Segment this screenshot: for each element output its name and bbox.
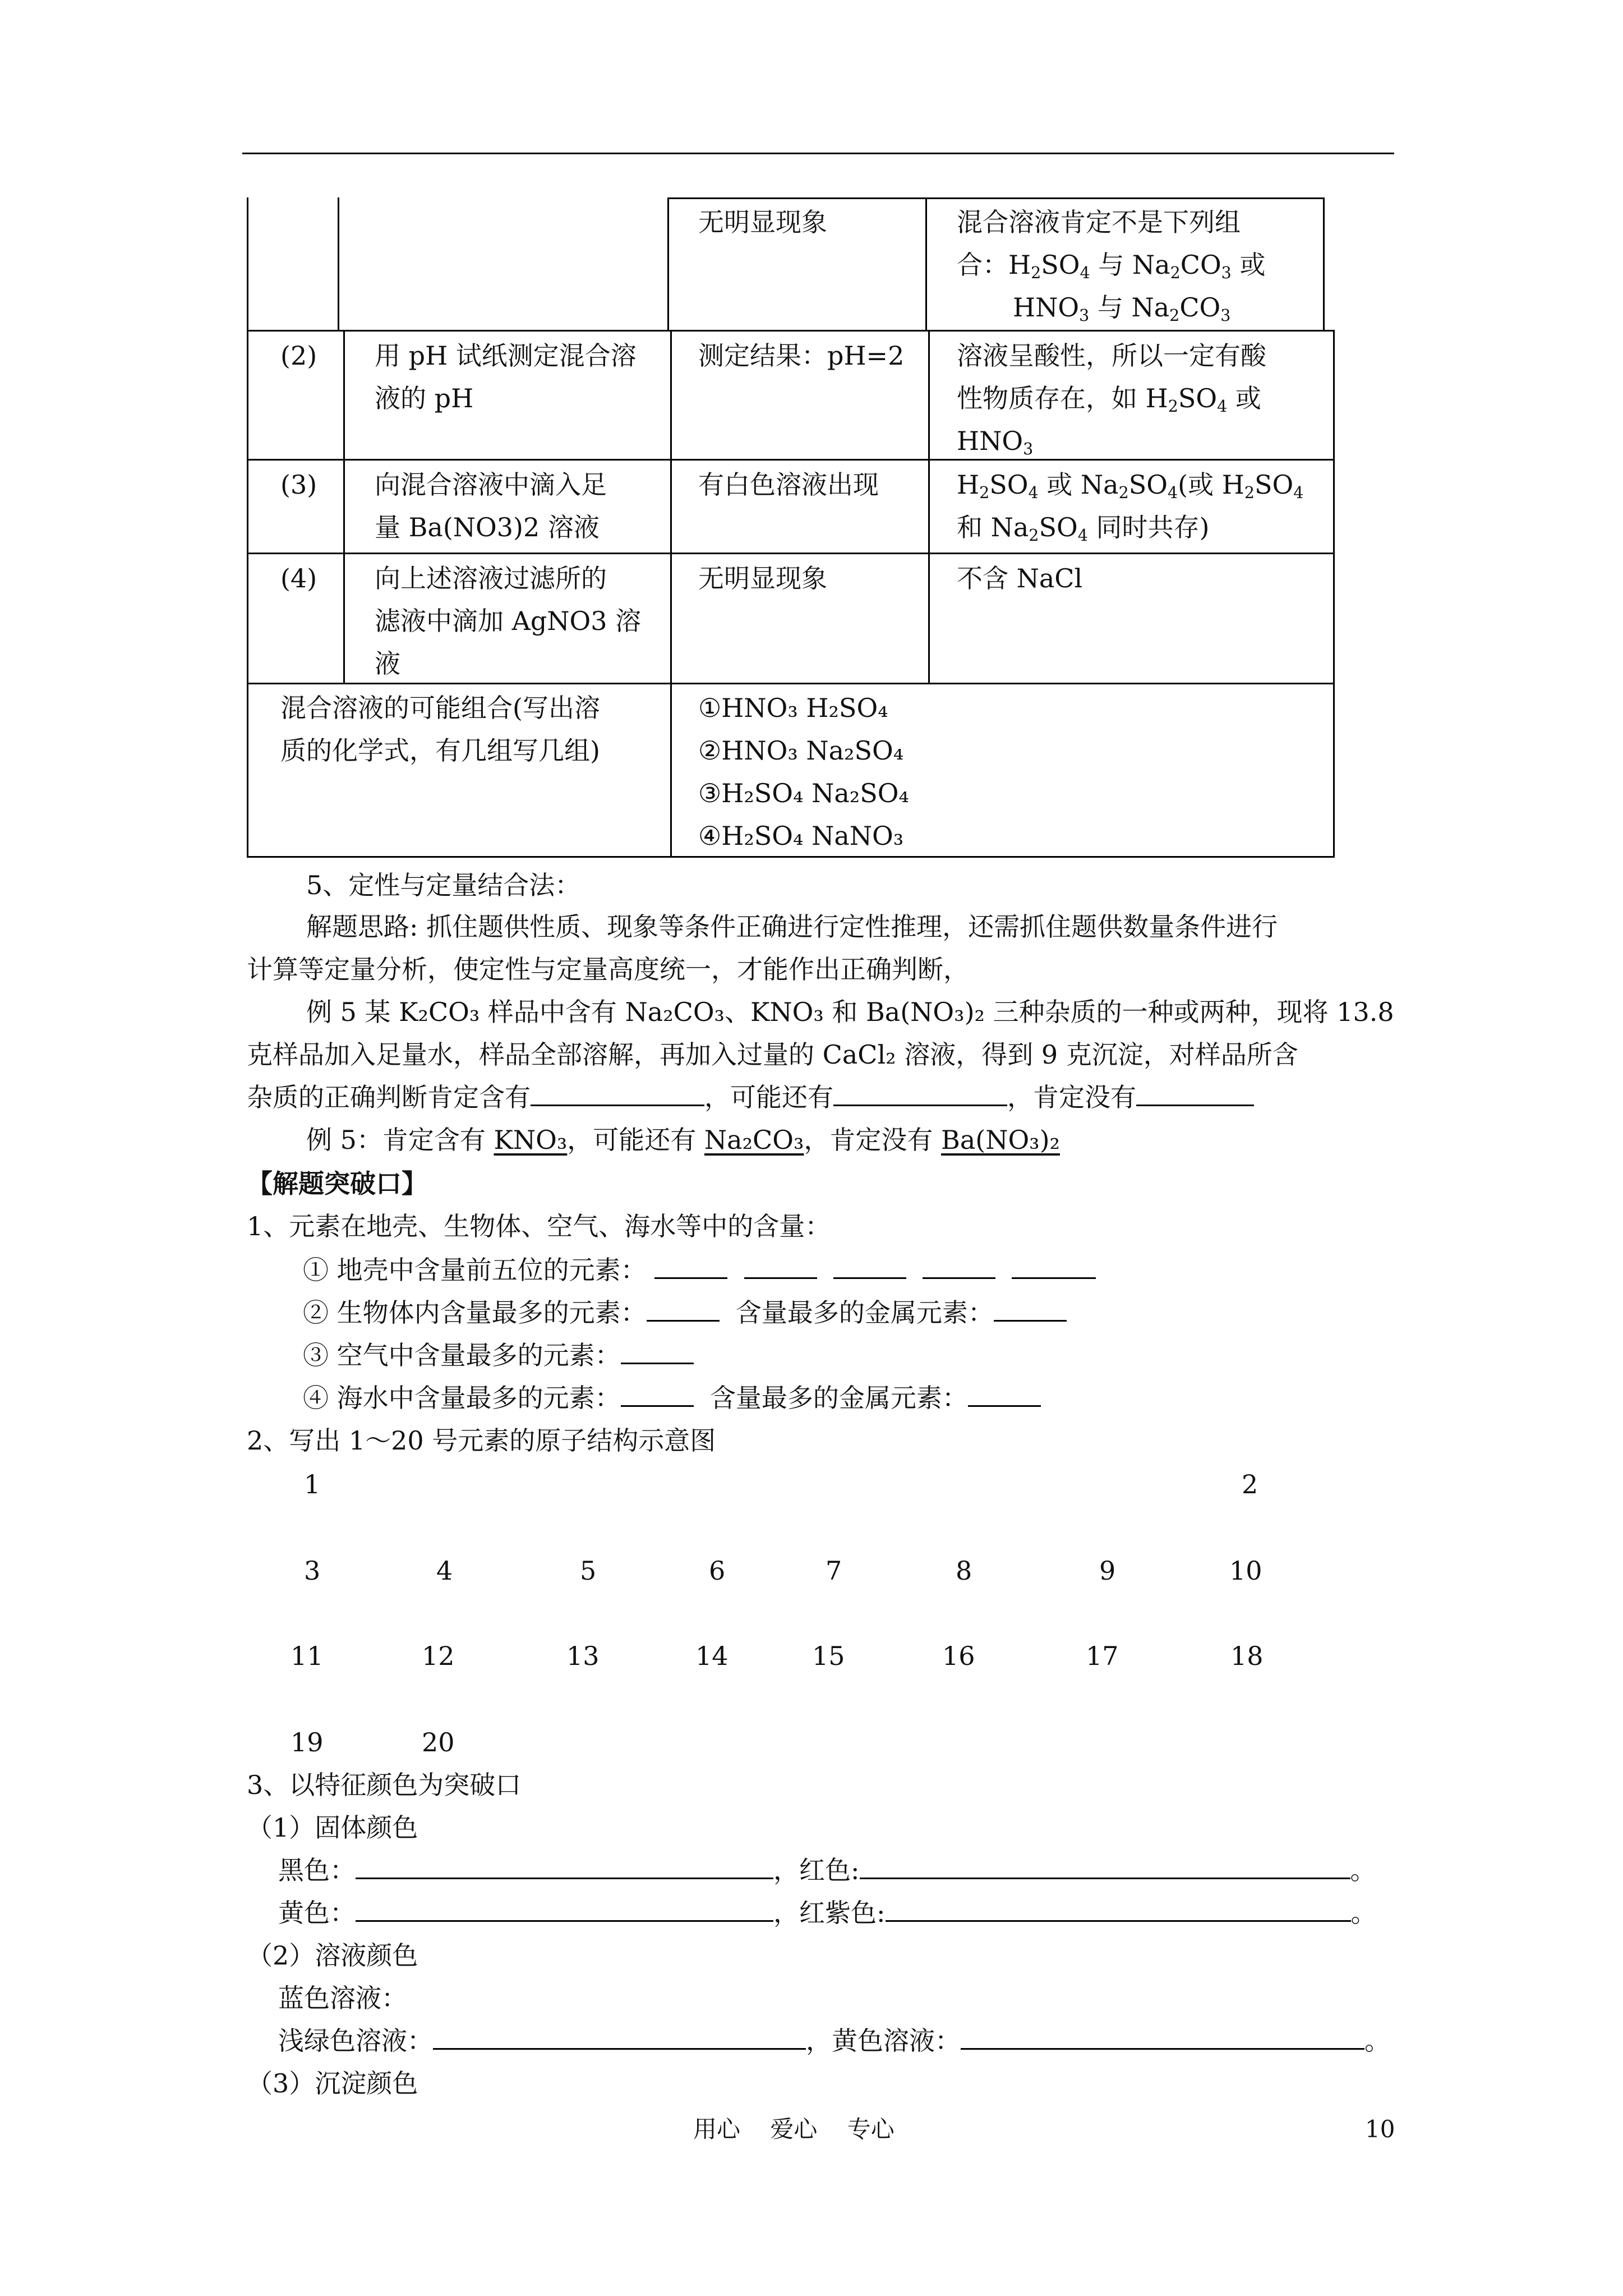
answer-blank[interactable]	[433, 2026, 806, 2050]
answer-blank[interactable]	[744, 1255, 817, 1279]
question-1-1: ① 地壳中含量前五位的元素：	[303, 1249, 1096, 1291]
table-line	[667, 197, 1325, 199]
answer-blank[interactable]	[923, 1255, 995, 1279]
footer-motto: 用心 爱心 专心	[693, 2115, 895, 2143]
cell-step-number: (2)	[280, 341, 317, 371]
answer-blank[interactable]	[621, 1383, 694, 1407]
answer-blank[interactable]	[531, 1082, 704, 1106]
cell-conclusion: 溶液呈酸性，所以一定有酸 性物质存在，如 $H_2SO_4$ 或 $HNO_3$	[957, 341, 1266, 458]
table-line	[247, 330, 1335, 332]
solid-color-row: 黄色： ，红紫色: 。	[278, 1898, 1377, 1928]
table-line	[1323, 197, 1325, 331]
cell-combination-label: 混合溶液的可能组合(写出溶 质的化学式，有几组写几组)	[280, 693, 600, 766]
table-line	[247, 553, 1335, 554]
example-question-blanks: 杂质的正确判断肯定含有 ，可能还有 ，肯定没有	[247, 1076, 1254, 1119]
question-1: 1、元素在地壳、生物体、空气、海水等中的含量：	[247, 1211, 831, 1241]
table-line	[925, 197, 927, 331]
breakthrough-heading: 【解题突破口】	[247, 1168, 427, 1199]
cell-conclusion: 混合溶液肯定不是下列组 合：$H_2SO_4$ 与 $Na_2CO_3$ 或 $HNO_3$ 与 $Na_2CO_3$	[957, 207, 1266, 325]
solution-color-row: 蓝色溶液：	[278, 1983, 407, 2013]
example-question: 克样品加入足量水，样品全部溶解，再加入过量的 CaCl₂ 溶液，得到 9 克沉淀，对样品所含	[247, 1039, 1298, 1070]
element-number: 14	[695, 1641, 728, 1671]
solid-color-row: 黑色： ，红色: 。	[278, 1855, 1376, 1885]
element-number: 2	[1242, 1469, 1258, 1499]
cell-operation: 向混合溶液中滴入足 量 Ba(NO3)2 溶液	[375, 470, 607, 542]
answer-blank[interactable]	[647, 1297, 720, 1322]
example-question: 例 5 某 K₂CO₃ 样品中含有 Na₂CO₃、KNO₃ 和 Ba(NO₃)₂ 三种杂质的一种或两种，现将 13.8	[306, 997, 1394, 1027]
cell-step-number: (4)	[280, 563, 317, 593]
cell-phenomenon: 无明显现象	[698, 207, 827, 237]
element-number: 20	[422, 1727, 455, 1757]
element-number: 10	[1229, 1556, 1262, 1586]
header-rule	[242, 153, 1394, 154]
element-number: 1	[304, 1469, 321, 1499]
element-number: 9	[1099, 1556, 1116, 1586]
element-number: 5	[580, 1556, 597, 1586]
element-number: 11	[291, 1641, 324, 1671]
answer-blank[interactable]	[621, 1340, 694, 1364]
element-number: 7	[826, 1556, 842, 1586]
paragraph: 计算等定量分析，使定性与定量高度统一，才能作出正确判断，	[247, 954, 969, 984]
section-heading: 5、定性与定量结合法：	[306, 870, 581, 900]
answer-blank[interactable]	[654, 1255, 727, 1279]
table-line	[338, 197, 339, 331]
table-line	[247, 197, 248, 331]
answer-blank[interactable]	[356, 1855, 773, 1879]
cell-phenomenon: 测定结果：pH=2	[698, 341, 905, 371]
table-line	[1333, 330, 1335, 857]
answer-blank[interactable]	[994, 1297, 1067, 1322]
question-1-4: ④ 海水中含量最多的元素： 含量最多的金属元素：	[303, 1377, 1041, 1419]
element-number: 19	[291, 1727, 324, 1757]
table-line	[247, 330, 248, 857]
question-1-2: ② 生物体内含量最多的元素： 含量最多的金属元素：	[303, 1291, 1067, 1334]
answer-blank[interactable]	[833, 1082, 1007, 1106]
cell-operation: 用 pH 试纸测定混合溶 液的 pH	[375, 341, 637, 413]
cell-conclusion: 不含 NaCl	[957, 563, 1083, 593]
table-line	[670, 330, 672, 857]
question-2: 2、写出 1～20 号元素的原子结构示意图	[247, 1425, 716, 1456]
cell-combinations: ①HNO₃ H₂SO₄ ②HNO₃ Na₂SO₄ ③H₂SO₄ Na₂SO₄ ④H₂SO₄ NaNO₃	[698, 693, 909, 851]
table-line	[343, 330, 345, 684]
element-number: 17	[1086, 1641, 1119, 1671]
answer-blank[interactable]	[886, 1898, 1351, 1922]
element-number: 12	[422, 1641, 455, 1671]
question-1-3: ③ 空气中含量最多的元素：	[303, 1334, 694, 1377]
example-answer: 例 5：肯定含有 KNO₃，可能还有 Na₂CO₃，肯定没有 Ba(NO₃)₂	[306, 1125, 1060, 1155]
answer-blank[interactable]	[356, 1898, 773, 1922]
answer-blank[interactable]	[1012, 1255, 1096, 1279]
element-number: 15	[812, 1641, 845, 1671]
answer-blank[interactable]	[833, 1255, 906, 1279]
element-number: 8	[956, 1556, 972, 1586]
element-number: 18	[1230, 1641, 1264, 1671]
cell-conclusion: $H_2SO_4$ 或 $Na_2SO_4$(或 $H_2SO_4$ 和 $Na_2SO_4$ 同时共存)	[957, 470, 1304, 545]
table-line	[928, 330, 930, 684]
element-number: 13	[566, 1641, 600, 1671]
table-line	[667, 197, 669, 331]
cell-step-number: (3)	[280, 470, 317, 500]
question-3: 3、以特征颜色为突破口	[247, 1770, 522, 1800]
element-number: 3	[304, 1556, 321, 1586]
answer-blank[interactable]	[860, 1855, 1350, 1879]
element-number: 4	[436, 1556, 453, 1586]
cell-phenomenon: 有白色溶液出现	[698, 470, 879, 500]
subsection-solution: （2）溶液颜色	[247, 1940, 418, 1971]
answer-blank[interactable]	[1136, 1082, 1254, 1106]
paragraph: 解题思路: 抓住题供性质、现象等条件正确进行定性推理，还需抓住题供数量条件进行	[306, 912, 1278, 942]
answer-blank[interactable]	[968, 1383, 1041, 1407]
page-number: 10	[1365, 2115, 1395, 2143]
answer-blank[interactable]	[961, 2026, 1364, 2050]
cell-operation: 向上述溶液过滤所的 滤液中滴加 AgNO3 溶 液	[375, 563, 642, 679]
element-number: 6	[709, 1556, 726, 1586]
solution-color-row: 浅绿色溶液： ，黄色溶液： 。	[278, 2026, 1390, 2056]
subsection-precipitate: （3）沉淀颜色	[247, 2068, 418, 2099]
cell-phenomenon: 无明显现象	[698, 563, 827, 593]
element-number: 16	[942, 1641, 975, 1671]
subsection-solid: （1）固体颜色	[247, 1812, 418, 1843]
